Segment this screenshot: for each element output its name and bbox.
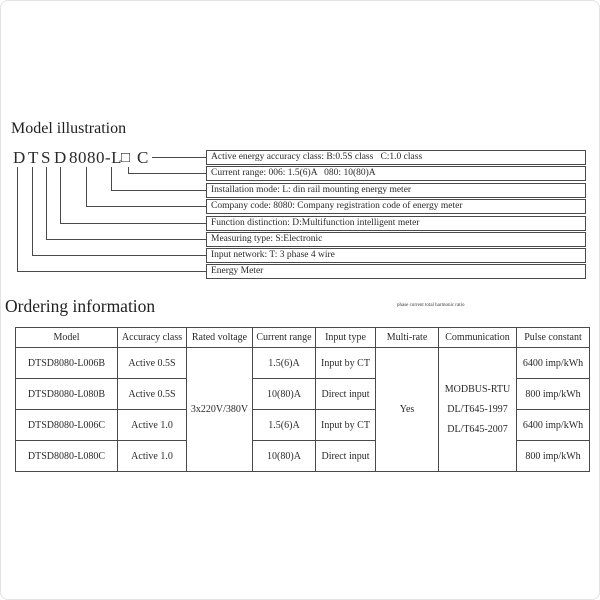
model-part-t: T — [28, 148, 39, 167]
label-text: Energy Meter — [211, 266, 264, 276]
model-part-d1: D — [13, 148, 26, 167]
label-box-measuring-type — [206, 232, 586, 247]
header-rated-voltage: Rated voltage — [187, 328, 253, 348]
label-box-company-code — [206, 199, 586, 214]
model-illustration-title: Model illustration — [11, 120, 127, 137]
cell-input-type: Direct input — [316, 379, 376, 410]
model-part-s: S — [41, 148, 51, 167]
header-accuracy-class: Accuracy class — [118, 328, 187, 348]
label-text: Company code: 8080: Company registration code of energy meter — [211, 201, 463, 211]
cell-accuracy: Active 1.0 — [118, 441, 187, 472]
cell-communication-merged — [439, 348, 517, 472]
placeholder-box-icon: □ — [121, 150, 131, 166]
cell-accuracy: Active 0.5S — [118, 348, 187, 379]
table-row — [16, 348, 590, 379]
label-text: Input network: T: 3 phase 4 wire — [211, 250, 335, 260]
header-multi-rate: Multi-rate — [376, 328, 439, 348]
cell-accuracy: Active 0.5S — [118, 379, 187, 410]
label-text: Installation mode: L: din rail mounting energy meter — [211, 185, 412, 195]
model-part-d2: D — [54, 148, 67, 167]
cell-pulse-constant: 6400 imp/kWh — [517, 348, 590, 379]
cell-multi-rate-merged: Yes — [376, 348, 439, 472]
table-header-row — [16, 328, 590, 348]
cell-model: DTSD8080-L080C — [16, 441, 118, 472]
label-box-function-distinction — [206, 216, 586, 231]
cell-input-type: Input by CT — [316, 410, 376, 441]
cell-pulse-constant: 800 imp/kWh — [517, 379, 590, 410]
cell-current-range: 1.5(6)A — [253, 348, 316, 379]
cell-current-range: 1.5(6)A — [253, 410, 316, 441]
cell-current-range: 10(80)A — [253, 379, 316, 410]
cell-pulse-constant: 800 imp/kWh — [517, 441, 590, 472]
model-part-8080l: 8080-L — [69, 148, 123, 167]
communication-protocol: MODBUS-RTU — [444, 383, 511, 395]
label-text: Measuring type: S:Electronic — [211, 234, 323, 244]
label-box-accuracy-class — [206, 150, 586, 165]
label-text: Function distinction: D:Multifunction intelligent meter — [211, 218, 420, 228]
fine-print-note: phase current total harmonic ratio — [397, 303, 465, 308]
label-text: Active energy accuracy class: B:0.5S class C:1.0 class — [211, 152, 423, 162]
cell-rated-voltage-merged: 3x220V/380V — [187, 348, 253, 472]
label-text: Current range: 006: 1.5(6)A 080: 10(80)A — [211, 168, 376, 178]
model-part-c: C — [137, 148, 149, 167]
communication-protocol: DL/T645-2007 — [447, 423, 508, 435]
cell-input-type: Direct input — [316, 441, 376, 472]
cell-pulse-constant: 6400 imp/kWh — [517, 410, 590, 441]
cell-model: DTSD8080-L080B — [16, 379, 118, 410]
cell-input-type: Input by CT — [316, 348, 376, 379]
header-communication: Communication — [439, 328, 517, 348]
label-box-energy-meter — [206, 264, 586, 279]
label-box-current-range — [206, 166, 586, 181]
header-pulse-constant: Pulse constant — [517, 328, 590, 348]
ordering-table — [15, 327, 590, 472]
header-input-type: Input type — [316, 328, 376, 348]
communication-protocol: DL/T645-1997 — [447, 403, 508, 415]
cell-model: DTSD8080-L006B — [16, 348, 118, 379]
label-box-input-network — [206, 248, 586, 263]
cell-accuracy: Active 1.0 — [118, 410, 187, 441]
cell-current-range: 10(80)A — [253, 441, 316, 472]
ordering-information-title: Ordering information — [5, 296, 156, 316]
header-model: Model — [16, 328, 118, 348]
cell-model: DTSD8080-L006C — [16, 410, 118, 441]
header-current-range: Current range — [253, 328, 316, 348]
label-box-installation-mode — [206, 183, 586, 198]
